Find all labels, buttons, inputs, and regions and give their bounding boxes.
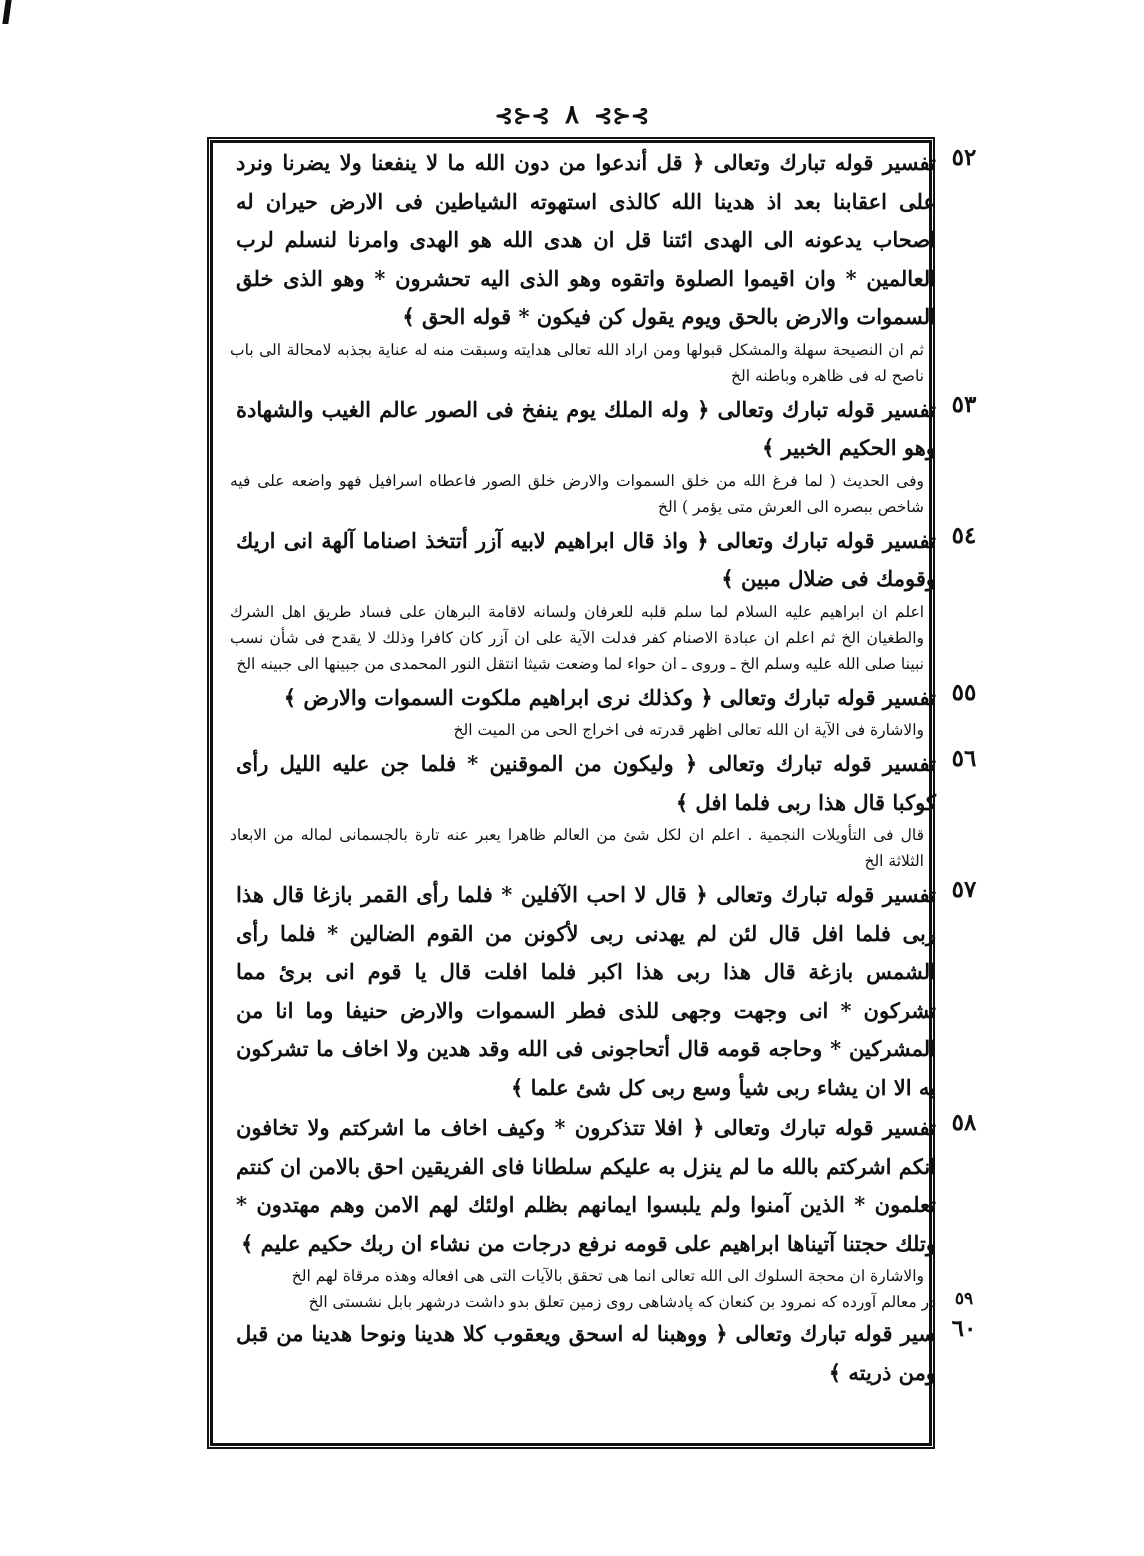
entry-number: ٥٩ (954, 1289, 974, 1309)
entry-note: ثم ان النصيحة سهلة والمشكل قبولها ومن اراد الله تعالى هدايته وسبقت منه له عناية بجذبه لامحالة الى باب ناصح له فى ظاهره وباطنه الخ (230, 340, 924, 385)
entry-note: در معالم آورده كه نمرود بن كنعان كه پادشاهى روى زمين تعلق بدو داشت درشهر بابل نشستى الخ (308, 1293, 936, 1311)
entry-57 (220, 876, 980, 1107)
entry-number: ٥٦ (951, 745, 977, 772)
entry-number: ٥٥ (951, 678, 977, 706)
entry-60 (220, 1315, 980, 1392)
left-ornament-icon: ⊰⊱⊰ (494, 103, 550, 129)
entry-56 (220, 745, 980, 874)
entry-number: ٥٢ (951, 144, 977, 171)
entry-55 (220, 679, 980, 744)
entry-53 (220, 391, 980, 520)
entry-text: تفسير قوله تبارك وتعالى ﴿ وله الملك يوم ينفخ فى الصور عالم الغيب والشهادة وهو الحكيم الخبير ﴾ (236, 396, 936, 460)
entry-text: تفسير قوله تبارك وتعالى ﴿ وكذلك نرى ابراهيم ملكوت السموات والارض ﴾ (283, 684, 936, 710)
entry-number: ٥٧ (951, 876, 977, 903)
entry-58 (220, 1109, 980, 1289)
entry-text: تفسير قوله تبارك وتعالى ﴿ واذ قال ابراهيم لابيه آزر أتتخذ اصناما آلهة انى اريك وقومك فى ضلال مبين ﴾ (236, 527, 936, 591)
entry-note: قال فى التأويلات النجمية . اعلم ان لكل شئ من العالم ظاهرا يعبر عنه تارة بالجسمانى لماله من الابعاد الثلاثة الخ (230, 826, 924, 870)
entry-52 (220, 144, 980, 389)
entry-number: ٥٣ (951, 390, 977, 418)
page-number: ٨ (565, 100, 579, 130)
entry-number: ٥٨ (951, 1109, 977, 1136)
entry-text: سير قوله تبارك وتعالى ﴿ ووهبنا له اسحق ويعقوب كلا هدينا ونوحا هدينا من قبل ومن ذريته ﴾ (236, 1321, 936, 1385)
entry-text: تفسير قوله تبارك وتعالى ﴿ افلا تتذكرون * وكيف اخاف ما اشركتم ولا تخافون انكم اشركتم بالله ما لم ينزل به عليكم سلطانا فاى الفريقين احق بالامن ان كنتم تعلمون * الذين آمنوا ولم يلبسوا ايمانهم بظلم اولئك لهم الامن وهم مهتدون * وتلك حجتنا آتيناها ابراهيم على قومه نرفع درجات من نشاء ان ربك حكيم عليم ﴾ (236, 1115, 936, 1256)
entry-54 (220, 522, 980, 677)
entry-text: تفسير قوله تبارك وتعالى ﴿ قال لا احب الآفلين * فلما رأى القمر بازغا قال هذا ربى فلما افل قال لئن لم يهدنى ربى لأكونن من القوم الضالين * فلما رأى الشمس بازغة قال هذا ربى هذا اكبر فلما افلت قال يا قوم انى برئ مما تشركون * انى وجهت وجهى للذى فطر السموات والارض حنيفا وما انا من المشركين * وحاجه قومه قال أتحاجونى فى الله وقد هدين ولا اخاف ما تشركون به الا ان يشاء ربى شيأ وسع ربى كل شئ علما ﴾ (236, 882, 936, 1100)
entry-note: وفى الحديث ( لما فرغ الله من خلق السموات والارض خلق الصور فاعطاه اسرافيل فهو واضعه على فيه شاخص ببصره الى العرش متى يؤمر ) الخ (230, 471, 924, 516)
right-ornament-icon: ⊰⊱⊰ (594, 103, 650, 129)
entry-note: والاشارة ان محجة السلوك الى الله تعالى انما هى تحقق بالآيات التى هى افعاله وهذه مرقاة لهم الخ (291, 1267, 924, 1285)
entry-note: اعلم ان ابراهيم عليه السلام لما سلم قلبه للعرفان ولسانه لاقامة البرهان على فساد طريق اهل الشرك والطغيان الخ ثم اعلم ان عبادة الاصنام كفر فدلت الآية على ان آزر كان كافرا وذلك لا يقدح فى شأن نسب نبينا صلى الله عليه وسلم الخ ـ وروى ـ ان حواء لما وضعت شيثا انتقل النور المحمدى من جبينها الى جبينه الخ (230, 602, 924, 673)
entry-number: ٦٠ (951, 1315, 977, 1342)
entry-59 (220, 1289, 980, 1315)
tafsir-content (220, 144, 980, 1440)
page-header (0, 100, 1144, 130)
entry-text: تفسير قوله تبارك وتعالى ﴿ قل أندعوا من دون الله ما لا ينفعنا ولا يضرنا ونرد على اعقابنا بعد اذ هدينا الله كالذى استهوته الشياطين فى الارض حيران له اصحاب يدعونه الى الهدى ائتنا قل ان هدى الله هو الهدى وامرنا لنسلم لرب العالمين * وان اقيموا الصلوة واتقوه وهو الذى اليه تحشرون * وهو الذى خلق السموات والارض بالحق ويوم يقول كن فيكون * قوله الحق ﴾ (236, 150, 936, 329)
scan-corner-mark (2, 0, 11, 24)
entry-number: ٥٤ (951, 521, 977, 549)
entry-note: والاشارة فى الآية ان الله تعالى اظهر قدرته فى اخراج الحى من الميت الخ (453, 721, 924, 739)
entry-text: تفسير قوله تبارك وتعالى ﴿ وليكون من الموقنين * فلما جن عليه الليل رأى كوكبا قال هذا ربى فلما افل ﴾ (236, 751, 936, 815)
